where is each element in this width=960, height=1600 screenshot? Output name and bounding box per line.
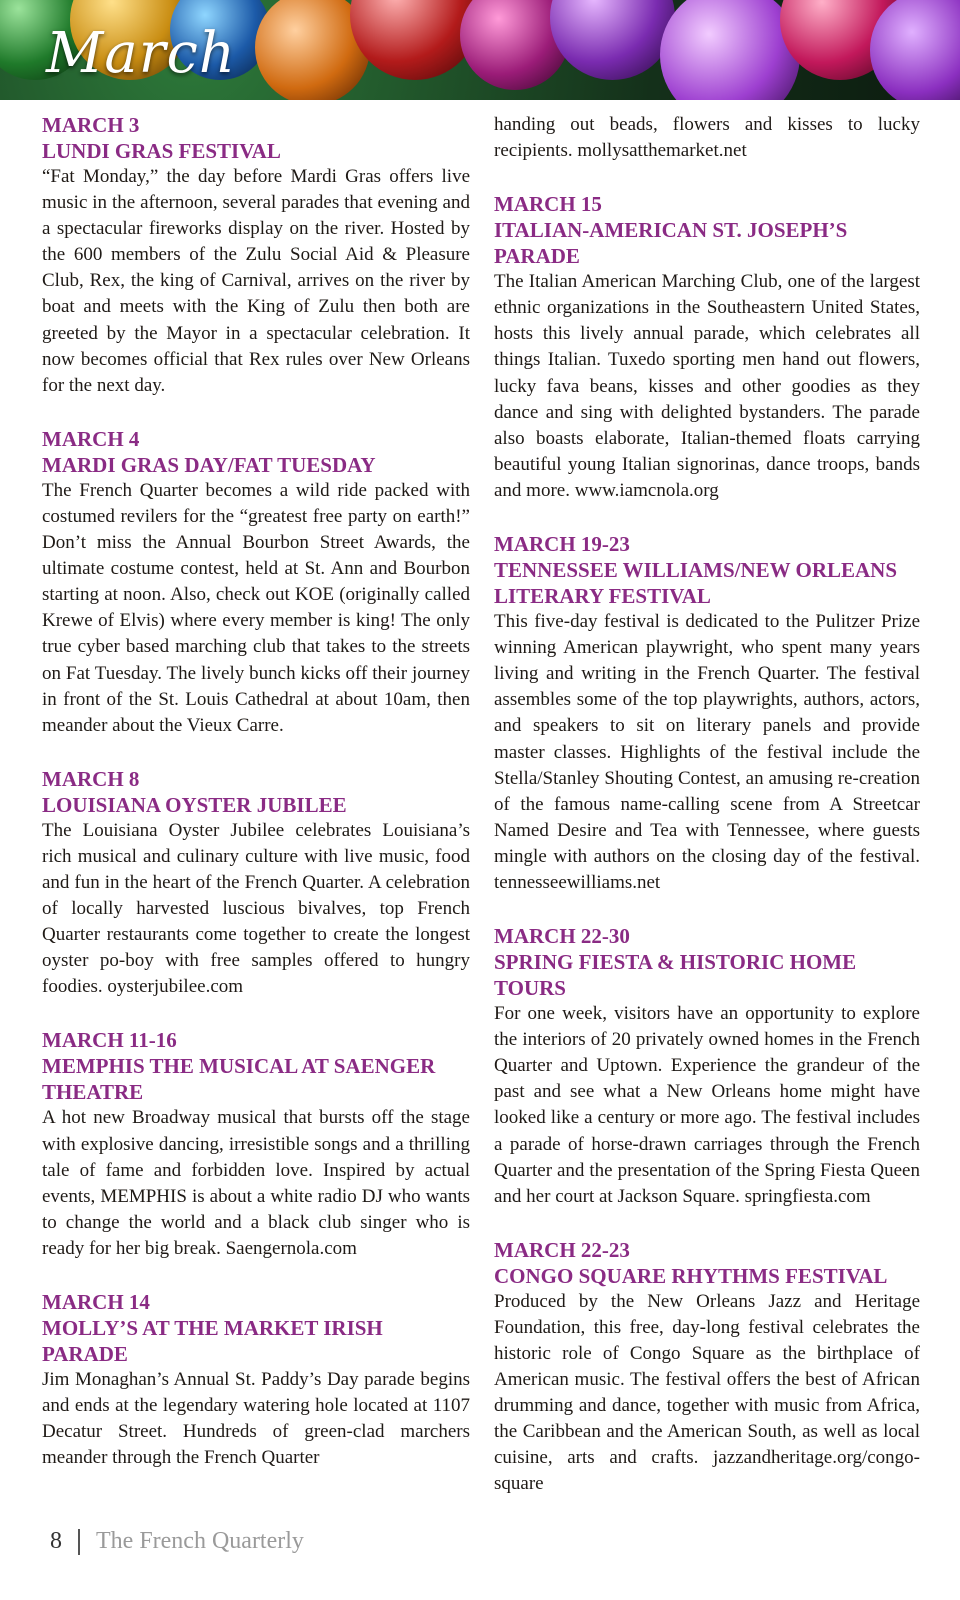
event-description: Produced by the New Orleans Jazz and Heritage Foundation, this free, day-long festival celebrates the historic role of Congo Square as the birthplace of American music. The festival offers the best of African drumming and dance, together with music from Africa, the Caribbean and the American South, as well as local cuisine, arts and crafts. jazzandheritage.org/congo-square [494,1290,920,1495]
event-title: CONGO SQUARE RHYTHMS FESTIVAL [494,1263,888,1288]
page-footer [50,1528,304,1555]
page-number: 8 [50,1528,62,1554]
event-title: LUNDI GRAS FESTIVAL [42,139,281,163]
event-description: The Louisiana Oyster Jubilee celebrates Louisiana’s rich musical and culinary culture with live music, food and fun in the heart of the French Quarter. A celebration of locally harvested luscious bivalves, top French Quarter restaurants come together to create the longest oyster po-boy with free samples offered to hungry foodies. oysterjubilee.com [42,819,470,998]
event-title: LOUISIANA OYSTER JUBILEE [42,792,347,817]
event-title: MARDI GRAS DAY/FAT TUESDAY [42,452,376,477]
event-description: A hot new Broadway musical that bursts off the stage with explosive dancing, irresistible songs and a thrilling tale of fame and forbidden love. Inspired by actual events, MEMPHIS is about a white radio DJ who wants to change the world and a black club singer who is ready for her big break. Saengernola.com [42,1107,470,1259]
event-date: MARCH 19-23 [494,532,630,557]
event-date: MARCH 3 [42,113,140,137]
event-title: MOLLY’S AT THE MARKET IRISH PARADE [42,1316,383,1366]
bead-decoration [870,0,960,100]
event-entry [494,531,920,896]
event-date: MARCH 15 [494,192,602,217]
event-title: MEMPHIS THE MUSICAL AT SAENGER THEATRE [42,1054,436,1105]
publication-name: The French Quarterly [96,1528,304,1554]
event-entry [42,766,470,1001]
event-entry [42,1289,470,1471]
event-date: MARCH 14 [42,1290,150,1314]
event-date: MARCH 8 [42,766,140,791]
bead-decoration [660,0,800,100]
event-title: ITALIAN-AMERICAN ST. JOSEPH’S PARADE [494,218,848,269]
event-entry [42,1027,470,1262]
event-description: The French Quarter becomes a wild ride packed with costumed revilers for the “greatest free party on earth!” Don’t miss the Annual Bourbon Street Awards, the ultimate costume contest, held at St. Ann and Bourbon starting at noon. Also, check out KOE (originally called Krewe of Elvis) where every member is king! The only true cyber based marching club that takes to the streets on Fat Tuesday. The lively bunch kicks off their journey in front of the St. Louis Cathedral at about 10am, then meander about the Vieux Carre. [42,479,470,736]
continued-text: handing out beads, flowers and kisses to lucky recipients. mollysatthemarket.net [494,114,920,162]
event-title: TENNESSEE WILLIAMS/NEW ORLEANS LITERARY FESTIVAL [494,558,898,609]
event-entry [42,112,470,399]
event-date: MARCH 11-16 [42,1028,177,1053]
event-entry [494,191,920,504]
event-description: “Fat Monday,” the day before Mardi Gras offers live music in the afternoon, several parades that evening and a spectacular fireworks display on the river. Hosted by the 600 members of the Zulu Social Aid & Pleasure Club, Rex, the king of Carnival, arrives on the river by boat and meets with the King of Zulu then both are greeted by the Mayor in a spectacular celebration. It now becomes official that Rex rules over New Orleans for the next day. [42,166,470,396]
header-banner [0,0,960,100]
event-description: This five-day festival is dedicated to the Pulitzer Prize winning American playwright, who spent many years living and writing in the French Quarter. The festival assembles some of the top playwrights, authors, actors, and speakers to sit on literary panels and provide master classes. Highlights of the festival include the Stella/Stanley Shouting Contest, an amusing re-creation of the famous name-calling scene from A Streetcar Named Desire and Tea with Tennessee, where guests mingle with authors on the closing day of the festival. tennesseewilliams.net [494,611,920,893]
event-description: The Italian American Marching Club, one of the largest ethnic organizations in the Southeastern United States, hosts this lively annual parade, which celebrates all things Italian. Tuxedo sporting men hand out flowers, lucky fava beans, kisses and other goodies as they dance and sing with delighted bystanders. The parade also boasts elaborate, Italian-themed floats carrying beautiful young Italian signorinas, dance troops, bands and more. www.iamcnola.org [494,271,920,501]
footer-divider [78,1529,80,1555]
event-entry [494,1237,920,1498]
event-description: For one week, visitors have an opportunity to explore the interiors of 20 privately owned homes in the French Quarter and Uptown. Experience the grandeur of the past and see what a New Orleans home might have looked like a century or more ago. The festival includes a parade of horse-drawn carriages through the French Quarter and the presentation of the Spring Fiesta Queen and her court at Jackson Square. springfiesta.com [494,1003,920,1207]
left-column [42,112,470,1498]
event-entry [494,923,920,1210]
event-title: SPRING FIESTA & HISTORIC HOME TOURS [494,950,857,1001]
event-date: MARCH 22-23 [494,1237,630,1262]
event-entry [42,426,470,739]
event-description: Jim Monaghan’s Annual St. Paddy’s Day parade begins and ends at the legendary watering hole located at 1107 Decatur Street. Hundreds of green-clad marchers meander through the French Quarter [42,1369,470,1469]
month-title: March [46,21,236,86]
right-column [494,112,920,1525]
event-date: MARCH 22-30 [494,924,630,949]
event-date: MARCH 4 [42,426,140,451]
bead-decoration [550,0,675,80]
